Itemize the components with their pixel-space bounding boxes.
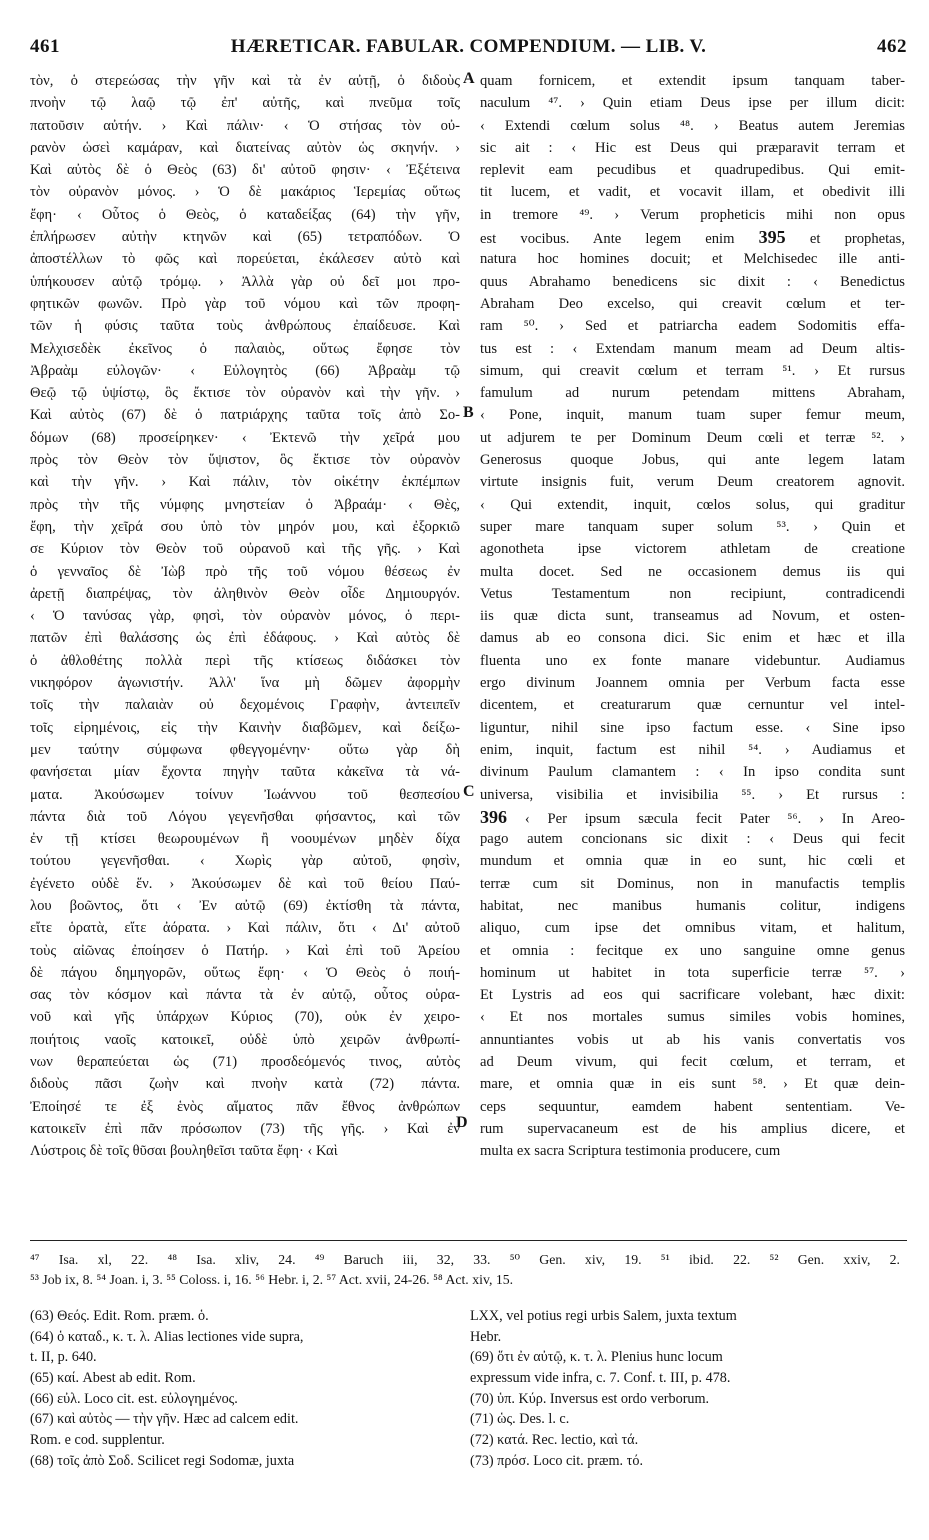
- latin-text-line: aliquo, cum ipse det omnibus vitam, et halitum,: [480, 920, 905, 937]
- greek-text-line: πάντα διὰ τοῦ Λόγου γεγενῆσθαι φήσαντος, καὶ τῶν: [30, 808, 460, 825]
- latin-text-line: Generosus quoque Jobus, qui ante legem latam: [480, 452, 905, 469]
- greek-text-line: φανήσεται μίαν ἔχοντα πηγὴν ταῦτα κἀκεῖνα τὰ νά-: [30, 764, 460, 781]
- greek-text-line: πατοῦσιν αὐτήν. › Καὶ πάλιν· ‹ Ὁ στήσας τὸν οὐ-: [30, 117, 460, 134]
- latin-text-line: et omnia : fecitque ex uno sanguine omne genus: [480, 942, 905, 959]
- latin-text-line: tus est : ‹ Extendam manum meam ad Deum altis-: [480, 340, 905, 357]
- note-line: (68) τοῖς ἀπὸ Σοδ. Scilicet regi Sodomæ, juxta: [30, 1452, 295, 1469]
- reference-line: ⁵³ Job ix, 8. ⁵⁴ Joan. i, 3. ⁵⁵ Coloss. i, 16. ⁵⁶ Hebr. i, 2. ⁵⁷ Act. xvii, 24-26. ⁵⁸ Act. xiv, 15.: [30, 1272, 514, 1287]
- greek-text-line: ἐγένετο οὐδὲ ἕν. › Ἀκούσωμεν δὲ καὶ τοῦ θείου Παύ-: [30, 875, 460, 892]
- greek-text-line: τῶν ἡ φύσις ταῦτα τοὺς ἀνθρώπους ἐπαίδευσε. Καὶ: [30, 318, 460, 335]
- greek-text-column: [30, 70, 460, 1163]
- note-line: (63) Θεός. Edit. Rom. præm. ὁ.: [30, 1308, 209, 1324]
- greek-text-line: πρὸς τὸν Θεὸν τὸν ὕψιστον, ὃς ἔκτισε τὸν οὐρανὸν: [30, 452, 460, 469]
- latin-text-line: sic ait : ‹ Hic est Deus qui præparavit terram et: [480, 139, 905, 156]
- column-number: 395: [758, 227, 786, 248]
- column-number: 396: [480, 806, 507, 827]
- latin-text-line: liguntur, nihil sine ipso factum esse. ‹ Sine ipso: [480, 719, 905, 736]
- greek-text-line: ἔφη, τὴν χεῖρά σου ὑπὸ τὸν μηρόν μου, καὶ ἐξορκιῶ: [30, 518, 460, 535]
- latin-text-line: in tremore ⁴⁹. › Verum propheticis mihi non opus: [480, 206, 905, 223]
- page-number-left: 461: [30, 36, 60, 57]
- note-line: (66) εὐλ. Loco cit. est. εὐλογημένος.: [30, 1390, 238, 1407]
- greek-text-line: τὸν οὐρανὸν μόνος. › Ὁ δὲ μακάριος Ἱερεμίας οὕτως: [30, 184, 460, 201]
- latin-text-line: tit lucem, et vadit, et vocavit illam, et obedivit illi: [480, 184, 905, 201]
- latin-text-line: divinum Paulum clamantem : ‹ In ipso condita sunt: [480, 764, 905, 781]
- latin-text-line: famulum ad nurum petendam mittens Abraham,: [480, 385, 905, 402]
- latin-text-line: ‹ Qui extendit, inquit, cœlos solus, qui graditur: [480, 496, 905, 513]
- greek-text-line: κατοικεῖν ἐπὶ πᾶν πρόσωπον (73) τῆς γῆς. › Καὶ ἐν: [30, 1120, 460, 1137]
- greek-text-line: ἔφη· ‹ Οὗτος ὁ Θεὸς, ὁ καταδείξας (64) τὴν γῆν,: [30, 206, 460, 223]
- note-line: (72) κατά. Rec. lectio, καὶ τά.: [470, 1432, 639, 1449]
- greek-text-line: Ἀβραὰμ εὐλογῶν· ‹ Εὐλογητὸς (66) Ἀβραὰμ τῷ: [30, 362, 460, 379]
- latin-text-line: habitat, nec manibus humanis colitur, indigens: [480, 897, 905, 914]
- latin-text-line: damus ab eo consona dici. Sic enim et hæc et illa: [480, 630, 905, 647]
- greek-text-line: ποιήτοις ναοῖς κατοικεῖ, οὐδὲ ὑπὸ χειρῶν ἀνθρωπί-: [30, 1031, 460, 1048]
- latin-text-line: ergo divinum Joannem omnia per Verbum facta esse: [480, 675, 905, 692]
- greek-text-line: δὲ πάγου δημηγορῶν, οὕτως ἔφη· ‹ Ὁ Θεὸς ὁ ποιή-: [30, 964, 460, 981]
- latin-text-line: fluenta uno ex fonte manare videbuntur. Audiamus: [480, 652, 905, 669]
- latin-text-line: terræ cum sit Dominus, non in manufactis templis: [480, 875, 905, 892]
- latin-text-line: rum supervacaneum est de his amplius dicere, et: [480, 1120, 905, 1137]
- latin-text-line: est vocibus. Ante legem enim 395 et prophetas,: [480, 227, 905, 248]
- margin-marker-b: B: [463, 404, 474, 421]
- note-line: (65) καί. Abest ab edit. Rom.: [30, 1370, 196, 1387]
- greek-text-line: ἐν τῇ κτίσει θεωρουμένων ἢ νοουμένων μηδὲν δίχα: [30, 831, 460, 848]
- greek-text-line: Λύστροις δὲ τοῖς θῦσαι βουληθεῖσι ταῦτα ἔφη· ‹ Καὶ: [30, 1143, 338, 1160]
- greek-text-line: Θεῷ τῷ ὑψίστῳ, ὃς ἔκτισε τὸν οὐρανὸν καὶ τὴν γῆν. ›: [30, 385, 460, 402]
- latin-text-line: agonotheta ipse victorem athletam de creatione: [480, 541, 905, 558]
- latin-text-line: ‹ Et nos mortales sumus similes vobis homines,: [480, 1009, 905, 1026]
- latin-text-line: ‹ Extendi cœlum solus ⁴⁸. › Beatus autem Jeremias: [480, 117, 905, 134]
- footnote-divider: [30, 1240, 907, 1241]
- latin-text-line: virtute insignis fuit, verum Deum creatorem agnovit.: [480, 474, 905, 491]
- notes-right-column: [470, 1306, 900, 1472]
- greek-text-line: λου βοῶντος, ὅτι ‹ Ἐν αὐτῷ (69) ἐκτίσθη τὰ πάντα,: [30, 897, 460, 914]
- latin-text-line: ram ⁵⁰. › Sed et patriarcha eadem Sodomitis effa-: [480, 318, 905, 335]
- note-line: Hebr.: [470, 1328, 502, 1345]
- greek-text-line: ἐπλήρωσεν αὐτὴν κτηνῶν καὶ (65) τετραπόδων. Ὁ: [30, 229, 460, 246]
- greek-text-line: ὁ γενναῖος δὲ Ἰὼβ πρὸ τῆς τοῦ νόμου θέσεως ἐν: [30, 563, 460, 580]
- notes-left-column: [30, 1306, 460, 1472]
- scripture-references: [30, 1250, 900, 1290]
- margin-marker-d: D: [456, 1114, 468, 1131]
- latin-text-line: quus Abrahamo benedicens sic dixit : ‹ Benedictus: [480, 273, 905, 290]
- latin-text-line: quam fornicem, et extendit ipsum tanquam taber-: [480, 73, 905, 89]
- latin-text-line: simum, qui creavit cœlum et terram ⁵¹. › Et rursus: [480, 362, 905, 379]
- latin-text-line: ‹ Pone, inquit, manum tuam super femur meum,: [480, 407, 905, 424]
- greek-text-line: σας τὸν κόσμον καὶ πάντα τὰ ἐν αὐτῷ, οὗτος οὐρα-: [30, 987, 460, 1004]
- page-header: [30, 36, 907, 66]
- latin-text-line: 396 ‹ Per ipsum sæcula fecit Pater ⁵⁶. › In Areo-: [480, 806, 905, 827]
- note-line: (71) ὡς. Des. l. c.: [470, 1411, 570, 1428]
- note-line: (64) ὁ καταδ., κ. τ. λ. Alias lectiones vide supra,: [30, 1328, 304, 1345]
- margin-marker-a: A: [463, 70, 475, 87]
- running-title: HÆRETICAR. FABULAR. COMPENDIUM. — LIB. V.: [230, 36, 707, 57]
- latin-text-column: [480, 70, 905, 1163]
- greek-text-line: μεν ταύτην σύμφωνα φθεγγομένην· οὕτω γὰρ δὴ: [30, 741, 460, 758]
- greek-text-line: ὑπήκουσεν αὐτῷ τρόμῳ. › Ἀλλὰ γὰρ οὐ δεῖ μοι προ-: [30, 273, 460, 290]
- greek-text-line: τοῖς εἰρημένοις, εἰς τὴν Καινὴν διαβῶμεν, καὶ δείξω-: [30, 719, 460, 736]
- note-line: LXX, vel potius regi urbis Salem, juxta textum: [470, 1308, 737, 1324]
- reference-line: ⁴⁷ Isa. xl, 22. ⁴⁸ Isa. xliv, 24. ⁴⁹ Baruch iii, 32, 33. ⁵⁰ Gen. xiv, 19. ⁵¹ ibid. 22. ⁵² Gen. xxiv, 2.: [30, 1252, 900, 1267]
- latin-text-line: replevit eam pecudibus et quadrupedibus. Qui emit-: [480, 162, 905, 179]
- latin-text-line: Et Lystris ad eos qui sacrificare volebant, hæc dixit:: [480, 987, 905, 1004]
- note-line: (69) ὅτι ἐν αὐτῷ, κ. τ. λ. Plenius hunc locum: [470, 1349, 723, 1366]
- latin-text-line: mundum et omnia quæ in eo sunt, hic cœli et: [480, 853, 905, 870]
- greek-text-line: Καὶ αὐτὸς (67) δὲ ὁ πατριάρχης ταῦτα τοῖς ἀπὸ Σο-: [30, 407, 460, 424]
- latin-text-line: universa, visibilia et invisibilia ⁵⁵. › Et rursus :: [480, 786, 905, 803]
- greek-text-line: ματα. Ἀκούσωμεν τοίνυν Ἰωάννου τοῦ θεσπεσίου: [30, 786, 460, 803]
- greek-text-line: νικηφόρον ἀγωνιστήν. Ἀλλ' ἵνα μὴ δῶμεν ἀφορμὴν: [30, 675, 460, 692]
- greek-text-line: ρανὸν ὡσεὶ καμάραν, καὶ διατείνας αὐτὸν ὡς σκηνήν. ›: [30, 139, 460, 156]
- latin-text-line: super mare tanquam super solum ⁵³. › Quin et: [480, 518, 905, 535]
- latin-text-line: natura hoc homines docuit; et Melchisedec ille anti-: [480, 251, 905, 268]
- latin-text-line: dicentem, et creaturarum quæ cernuntur vel intel-: [480, 697, 905, 714]
- greek-text-line: πατῶν ἐπὶ θαλάσσης ὡς ἐπὶ ἐδάφους. › Καὶ αὐτὸς δὲ: [30, 630, 460, 647]
- latin-text-line: Abraham Deo excelso, qui creavit cœlum et ter-: [480, 295, 905, 312]
- note-line: (67) καὶ αὐτὸς — τὴν γῆν. Hæc ad calcem edit.: [30, 1411, 299, 1428]
- greek-text-line: Μελχισεδὲκ ἐκεῖνος ὁ παλαιὸς, οὕτως ἔφησε τὸν: [30, 340, 460, 357]
- note-line: (73) πρόσ. Loco cit. præm. τό.: [470, 1452, 643, 1469]
- latin-text-line: multa docet. Sed ne occasionem demus iis qui: [480, 563, 905, 580]
- latin-text-line: ut adjurem te per Dominum Deum cœli et terræ ⁵². ›: [480, 429, 905, 446]
- latin-text-line: iis quæ dicta sunt, transeamus ad Novum, et osten-: [480, 608, 905, 625]
- note-line: expressum vide infra, c. 7. Conf. t. III, p. 478.: [470, 1370, 731, 1387]
- latin-text-line: ad Deum vivum, qui fecit cœlum, et terram, et: [480, 1054, 905, 1071]
- greek-text-line: ‹ Ὁ τανύσας γὰρ, φησὶ, τὸν οὐρανὸν μόνος, ὁ περι-: [30, 608, 460, 625]
- latin-text-line: pago autem concionans sic dixit : ‹ Deus qui fecit: [480, 831, 905, 848]
- greek-text-line: πνοὴν τῷ λαῷ τῷ ἐπ' αὐτῆς, καὶ πνεῦμα τοῖς: [30, 95, 460, 112]
- margin-marker-c: C: [463, 783, 475, 800]
- latin-text-line: Vetus Testamentum non recipiunt, contradicendi: [480, 585, 905, 602]
- greek-text-line: τούτου γεγενῆσθαι. ‹ Χωρὶς γὰρ αὐτοῦ, φησὶν,: [30, 853, 460, 870]
- latin-text-line: ceps sequuntur, eamdem habent sententiam. Ve-: [480, 1098, 905, 1115]
- greek-text-line: εἴτε ὁρατὰ, εἴτε ἀόρατα. › Καὶ πάλιν, ὅτι ‹ Δι' αὐτοῦ: [30, 920, 460, 937]
- greek-text-line: καὶ τὴν γῆν. › Καὶ πάλιν, τὸν οἰκέτην ἐκπέμπων: [30, 474, 460, 491]
- latin-text-line: mare, et omnia quæ in eis sunt ⁵⁸. › Et quæ dein-: [480, 1076, 905, 1093]
- greek-text-line: τοῖς τὴν παλαιὰν οὐ δεχομένοις Γραφὴν, ἀντειπεῖν: [30, 697, 460, 714]
- note-line: t. II, p. 640.: [30, 1349, 97, 1366]
- note-line: Rom. e cod. supplentur.: [30, 1432, 165, 1449]
- greek-text-line: τὸν, ὁ στερεώσας τὴν γῆν καὶ τὰ ἐν αὐτῇ, ὁ διδοὺς: [30, 73, 460, 89]
- greek-text-line: διδοὺς πᾶσι ζωὴν καὶ πνοὴν κατὰ (72) πάντα.: [30, 1076, 460, 1093]
- greek-text-line: Ἐποίησέ τε ἐξ ἑνὸς αἵματος πᾶν ἔθνος ἀνθρώπων: [30, 1098, 460, 1115]
- greek-text-line: Καὶ αὐτὸς δὲ ὁ Θεὸς (63) δι' αὐτοῦ φησιν· ‹ Ἐξέτεινα: [30, 162, 460, 179]
- greek-text-line: νοῦ καὶ γῆς ὑπάρχων Κύριος (70), οὐκ ἐν χειρο-: [30, 1009, 460, 1026]
- greek-text-line: ἀποστέλλων τὸ φῶς καὶ πορεύεται, ἐκάλεσεν αὐτὸ καὶ: [30, 251, 460, 268]
- latin-text-line: naculum ⁴⁷. › Quin etiam Deus ipse per illum dicit:: [480, 95, 905, 112]
- greek-text-line: ἀρετῇ διαπρέψας, τὸν ἀληθινὸν Θεὸν οἶδε Δημιουργόν.: [30, 585, 460, 602]
- greek-text-line: νων θεραπεύεται ὡς (71) προσδεόμενός τινος, αὐτὸς: [30, 1054, 460, 1071]
- greek-text-line: ὁ ἀθλοθέτης πολλὰ περὶ τῆς κτίσεως διδάσκει τὸν: [30, 652, 460, 669]
- greek-text-line: πρὸς τὴν τῆς νύμφης μνηστείαν ὁ Ἀβραάμ· ‹ Θὲς,: [30, 496, 460, 513]
- latin-text-line: annuntiantes vobis ut ab his vanis convertatis vos: [480, 1031, 905, 1048]
- greek-text-line: δόμων (68) προσείρηκεν· ‹ Ἐκτενῶ τὴν χεῖρά μου: [30, 429, 460, 446]
- note-line: (70) ὑπ. Κύρ. Inversus est ordo verborum.: [470, 1390, 710, 1407]
- latin-text-line: enim, inquit, factum est nihil ⁵⁴. › Audiamus et: [480, 741, 905, 758]
- latin-text-line: hominum ut habitet in tota superficie terræ ⁵⁷. ›: [480, 964, 905, 981]
- greek-text-line: τοὺς αἰῶνας ἐποίησεν ὁ Πατήρ. › Καὶ ἐπὶ τοῦ Ἀρείου: [30, 942, 460, 959]
- greek-text-line: φητικῶν φωνῶν. Πρὸ γὰρ τοῦ νόμου καὶ τῶν προφη-: [30, 295, 460, 312]
- latin-text-line: multa ex sacra Scriptura testimonia producere, cum: [480, 1143, 781, 1160]
- page-number-right: 462: [877, 36, 907, 57]
- greek-text-line: σε Κύριον τὸν Θεὸν τοῦ οὐρανοῦ καὶ τῆς γῆς. › Καὶ: [30, 541, 460, 558]
